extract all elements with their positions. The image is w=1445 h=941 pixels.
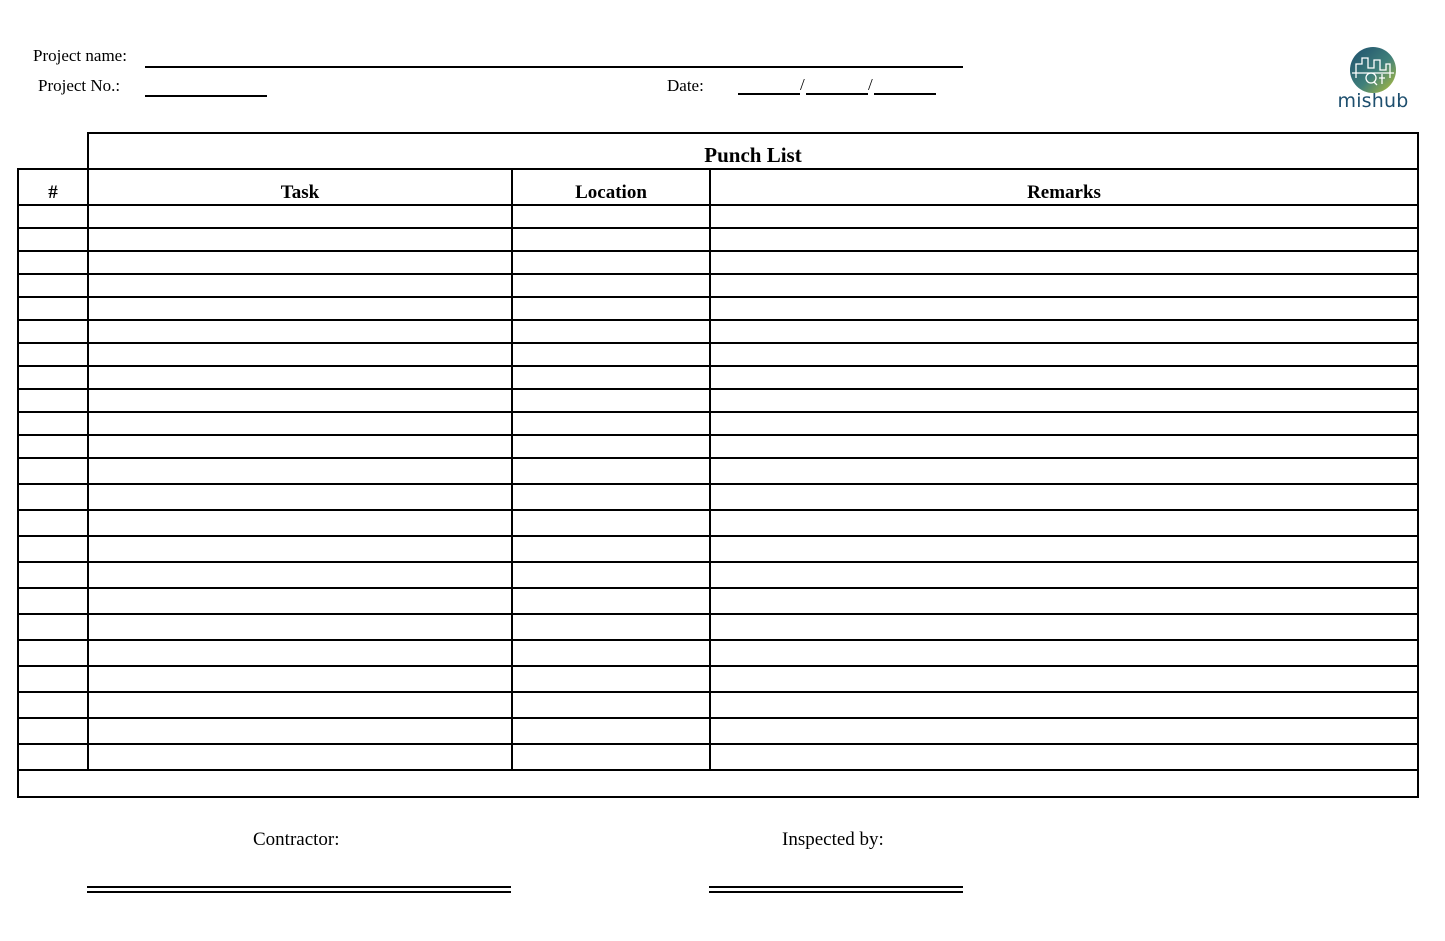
task-cell[interactable]: [88, 510, 512, 536]
location-cell[interactable]: [512, 412, 710, 435]
remarks-cell[interactable]: [710, 718, 1418, 744]
remarks-cell[interactable]: [710, 510, 1418, 536]
table-row: [18, 458, 1418, 484]
table-row: [18, 692, 1418, 718]
table-row: [18, 666, 1418, 692]
table-row: [18, 366, 1418, 389]
location-cell[interactable]: [512, 228, 710, 251]
task-cell[interactable]: [88, 228, 512, 251]
table-row: [18, 228, 1418, 251]
table-row: [18, 435, 1418, 458]
remarks-cell[interactable]: [710, 692, 1418, 718]
task-cell[interactable]: [88, 412, 512, 435]
remarks-cell[interactable]: [710, 251, 1418, 274]
date-day-field[interactable]: [738, 93, 800, 95]
table-row: [18, 588, 1418, 614]
remarks-cell[interactable]: [710, 343, 1418, 366]
table-row: [18, 718, 1418, 744]
logo-text: mishub: [1337, 90, 1409, 112]
date-month-field[interactable]: [806, 93, 868, 95]
table-row: [18, 274, 1418, 297]
task-cell[interactable]: [88, 692, 512, 718]
task-cell[interactable]: [88, 744, 512, 770]
column-header-task: Task: [88, 169, 512, 205]
number-cell[interactable]: [18, 744, 88, 770]
number-cell[interactable]: [18, 228, 88, 251]
remarks-cell[interactable]: [710, 205, 1418, 228]
number-cell[interactable]: [18, 588, 88, 614]
company-logo: [1330, 40, 1416, 116]
location-cell[interactable]: [512, 484, 710, 510]
task-cell[interactable]: [88, 588, 512, 614]
table-footer-row: [18, 770, 1418, 797]
number-cell[interactable]: [18, 366, 88, 389]
remarks-cell[interactable]: [710, 484, 1418, 510]
remarks-cell[interactable]: [710, 366, 1418, 389]
task-cell[interactable]: [88, 366, 512, 389]
task-cell[interactable]: [88, 274, 512, 297]
remarks-cell[interactable]: [710, 412, 1418, 435]
city-skyline-logo-icon: [1330, 40, 1416, 94]
table-row: [18, 484, 1418, 510]
table-row: [18, 614, 1418, 640]
table-row: [18, 562, 1418, 588]
location-cell[interactable]: [512, 640, 710, 666]
project-no-label: Project No.:: [38, 76, 121, 95]
number-cell[interactable]: [18, 205, 88, 228]
number-cell[interactable]: [18, 389, 88, 412]
date-year-field[interactable]: [874, 93, 936, 95]
number-cell[interactable]: [18, 320, 88, 343]
contractor-label: Contractor:: [253, 829, 340, 850]
number-cell[interactable]: [18, 536, 88, 562]
number-cell[interactable]: [18, 274, 88, 297]
task-cell[interactable]: [88, 389, 512, 412]
location-cell[interactable]: [512, 205, 710, 228]
location-cell[interactable]: [512, 435, 710, 458]
location-cell[interactable]: [512, 274, 710, 297]
remarks-cell[interactable]: [710, 228, 1418, 251]
table-row: [18, 320, 1418, 343]
number-cell[interactable]: [18, 458, 88, 484]
location-cell[interactable]: [512, 666, 710, 692]
table-title: Punch List: [88, 133, 1418, 169]
number-cell[interactable]: [18, 510, 88, 536]
task-cell[interactable]: [88, 205, 512, 228]
remarks-cell[interactable]: [710, 320, 1418, 343]
remarks-cell[interactable]: [710, 562, 1418, 588]
remarks-cell[interactable]: [710, 588, 1418, 614]
project-name-label: Project name:: [33, 46, 127, 65]
remarks-cell[interactable]: [710, 614, 1418, 640]
location-cell[interactable]: [512, 588, 710, 614]
number-cell[interactable]: [18, 435, 88, 458]
location-cell[interactable]: [512, 614, 710, 640]
table-row: [18, 640, 1418, 666]
project-name-field[interactable]: [145, 66, 963, 68]
table-row: [18, 510, 1418, 536]
remarks-cell[interactable]: [710, 274, 1418, 297]
inspected-by-signature-line[interactable]: [709, 886, 963, 893]
task-cell[interactable]: [88, 640, 512, 666]
number-cell[interactable]: [18, 297, 88, 320]
task-cell[interactable]: [88, 614, 512, 640]
number-cell[interactable]: [18, 484, 88, 510]
task-cell[interactable]: [88, 536, 512, 562]
location-cell[interactable]: [512, 692, 710, 718]
task-cell[interactable]: [88, 320, 512, 343]
task-cell[interactable]: [88, 458, 512, 484]
number-cell[interactable]: [18, 640, 88, 666]
contractor-signature-line[interactable]: [87, 886, 511, 893]
table-row: [18, 412, 1418, 435]
number-cell[interactable]: [18, 251, 88, 274]
column-header-remarks: Remarks: [710, 169, 1418, 205]
remarks-cell[interactable]: [710, 389, 1418, 412]
number-cell[interactable]: [18, 718, 88, 744]
task-cell[interactable]: [88, 562, 512, 588]
task-cell[interactable]: [88, 297, 512, 320]
location-cell[interactable]: [512, 718, 710, 744]
date-separator: /: [868, 75, 873, 94]
number-cell[interactable]: [18, 343, 88, 366]
location-cell[interactable]: [512, 297, 710, 320]
remarks-cell[interactable]: [710, 666, 1418, 692]
task-cell[interactable]: [88, 666, 512, 692]
number-cell[interactable]: [18, 692, 88, 718]
number-cell[interactable]: [18, 614, 88, 640]
column-header-location: Location: [512, 169, 710, 205]
location-cell[interactable]: [512, 744, 710, 770]
punch-list-table: [17, 132, 1419, 798]
task-cell[interactable]: [88, 484, 512, 510]
task-cell[interactable]: [88, 718, 512, 744]
number-cell[interactable]: [18, 412, 88, 435]
location-cell[interactable]: [512, 562, 710, 588]
remarks-cell[interactable]: [710, 640, 1418, 666]
remarks-cell[interactable]: [710, 435, 1418, 458]
project-no-field[interactable]: [145, 95, 267, 97]
number-cell[interactable]: [18, 666, 88, 692]
number-cell[interactable]: [18, 562, 88, 588]
table-row: [18, 297, 1418, 320]
date-separator: /: [800, 75, 805, 94]
inspected-by-label: Inspected by:: [782, 829, 884, 850]
table-row: [18, 343, 1418, 366]
location-cell[interactable]: [512, 366, 710, 389]
remarks-cell[interactable]: [710, 744, 1418, 770]
table-corner: [18, 133, 88, 169]
table-row: [18, 251, 1418, 274]
date-label: Date:: [667, 76, 704, 95]
table-row: [18, 205, 1418, 228]
task-cell[interactable]: [88, 251, 512, 274]
task-cell[interactable]: [88, 435, 512, 458]
location-cell[interactable]: [512, 510, 710, 536]
location-cell[interactable]: [512, 536, 710, 562]
location-cell[interactable]: [512, 389, 710, 412]
table-row: [18, 389, 1418, 412]
remarks-cell[interactable]: [710, 536, 1418, 562]
table-row: [18, 744, 1418, 770]
location-cell[interactable]: [512, 320, 710, 343]
location-cell[interactable]: [512, 343, 710, 366]
remarks-cell[interactable]: [710, 297, 1418, 320]
remarks-cell[interactable]: [710, 458, 1418, 484]
location-cell[interactable]: [512, 251, 710, 274]
column-header-number: #: [18, 169, 88, 205]
table-body: [18, 205, 1418, 770]
table-row: [18, 536, 1418, 562]
location-cell[interactable]: [512, 458, 710, 484]
task-cell[interactable]: [88, 343, 512, 366]
